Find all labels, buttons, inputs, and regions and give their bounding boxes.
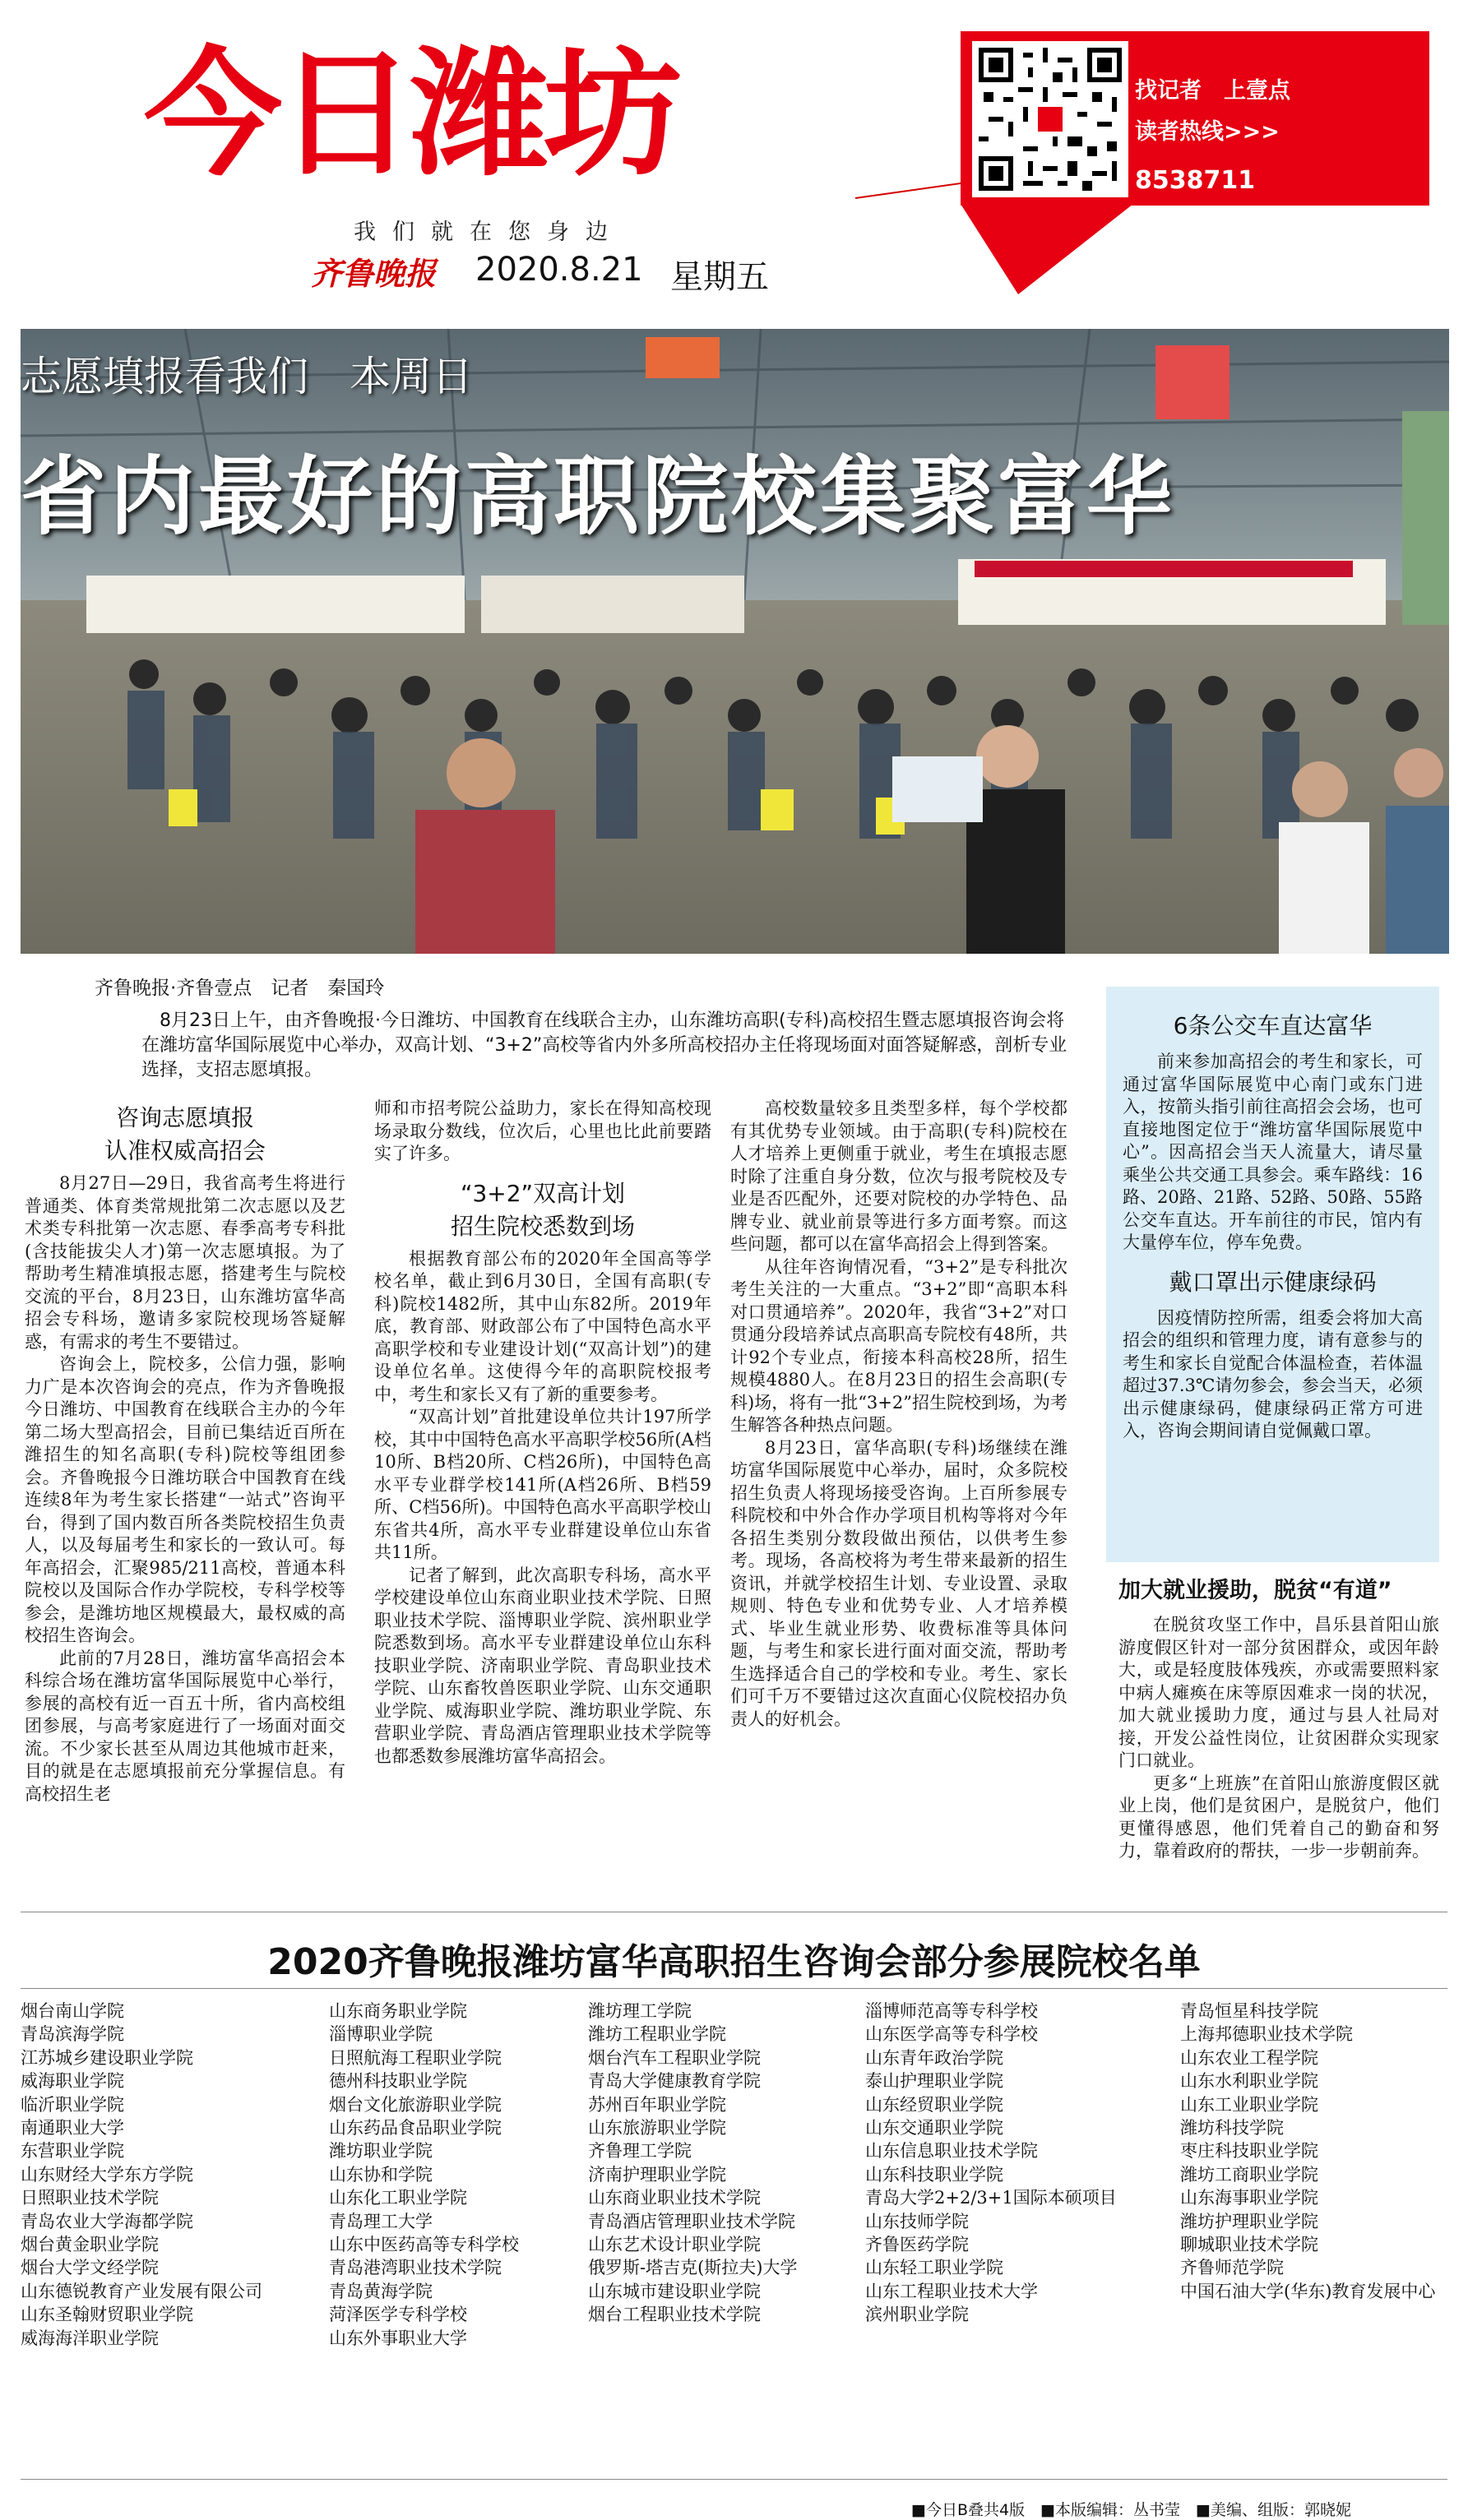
school-name: 上海邦德职业技术学院: [1180, 2024, 1353, 2045]
hotline-text-label: 读者热线>>>: [1135, 119, 1280, 145]
article-column-4: [1118, 1574, 1439, 1863]
school-name: 烟台汽车工程职业学院: [588, 2047, 761, 2068]
hotline-number[interactable]: 8538711: [1135, 166, 1256, 195]
sidebar-text: 前来参加高招会的考生和家长，可通过富华国际展览中心南门或东门进入，按箭头指引前往高招会会场，也可直接地图定位于“潍坊富华国际展览中心”。因高招会当天人流量大，请尽量乘坐公共交通工具参会。乘车路线：16路、20路、21路、52路、50路、55路公交车直达。开车前往的市民，馆内有大量停车位，停车免费。: [1123, 1052, 1423, 1252]
sidebar-text: 因疫情防控所需，组委会将加大高招会的组织和管理力度，请有意参与的考生和家长自觉配合体温检查，若体温超过37.3℃请勿参会，参会当天，必须出示健康绿码，健康绿码正常方可进入，咨询会期间请自觉佩戴口罩。: [1123, 1307, 1423, 1440]
page-footer: ■今日B叠共4版 ■本版编辑：丛书莹 ■美编、组版：郭晓妮: [911, 2501, 1351, 2519]
paragraph: 8月23日，富华高职(专科)场继续在潍坊富华国际展览中心举办，届时，众多院校招生负责人将现场接受咨询。上百所参展专科院校和中外合作办学项目机构等将对今年各招生类别分数段做出预估，以供考生参考。现场，各高校将为考生带来最新的招生资讯，并就学校招生计划、专业设置、录取规则、特色专业和优势专业、人才培养模式、毕业生就业形势、收费标准等具体问题，与考生和家长进行面对面交流，帮助考生选择适合自己的学校和专业。考生、家长们可千万不要错过这次直面心仪院校招办负责人的好机会。: [730, 1437, 1067, 1729]
school-name: 聊城职业技术学院: [1180, 2235, 1318, 2255]
school-name: 山东商业职业技术学院: [588, 2188, 761, 2208]
school-list-title: 2020齐鲁晚报潍坊富华高职招生咨询会部分参展院校名单: [267, 1941, 1201, 1983]
school-name: 俄罗斯-塔吉克(斯拉夫)大学: [588, 2258, 798, 2278]
school-name: 潍坊科技学院: [1180, 2118, 1284, 2139]
school-name: 潍坊工商职业学院: [1180, 2164, 1318, 2185]
section-heading: “3+2”双高计划: [460, 1179, 626, 1207]
paragraph: 在脱贫攻坚工作中，昌乐县首阳山旅游度假区针对一部分贫困群众，或因年龄大，或是轻度肢体残疾，亦或需要照料家中病人瘫痪在床等原因难求一岗的状况，加大就业援助力度，通过与县人社局对接，开发公益性岗位，让贫困群众实现家门口就业。: [1118, 1615, 1439, 1770]
school-name: 烟台大学文经学院: [21, 2258, 159, 2278]
school-name: 烟台文化旅游职业学院: [329, 2094, 502, 2115]
qr-code-graphic: [979, 48, 1122, 191]
school-name: 青岛酒店管理职业技术学院: [588, 2211, 795, 2231]
school-name: 山东工程职业技术大学: [865, 2281, 1038, 2301]
school-name: 山东艺术设计职业学院: [588, 2235, 761, 2255]
divider: [21, 2479, 1447, 2480]
school-name: 潍坊理工学院: [588, 2001, 692, 2021]
school-name: 山东财经大学东方学院: [21, 2164, 193, 2185]
paragraph: 师和市招考院公益助力，家长在得知高校现场录取分数线，位次后，心里也比此前要踏实了许多。: [374, 1098, 711, 1163]
school-name: 山东交通职业学院: [865, 2118, 1003, 2139]
school-name: 泰山护理职业学院: [865, 2071, 1003, 2092]
speech-bubble-tail: [961, 204, 1133, 294]
byline: 齐鲁晚报·齐鲁壹点 记者 秦国玲: [95, 978, 385, 999]
school-name: 齐鲁师范学院: [1180, 2258, 1284, 2278]
school-name: 南通职业大学: [21, 2118, 124, 2139]
school-name: 齐鲁理工学院: [588, 2141, 692, 2162]
school-name: 山东圣翰财贸职业学院: [21, 2305, 193, 2325]
section-heading: 加大就业援助，脱贫“有道”: [1118, 1578, 1392, 1603]
school-name: 山东工业职业学院: [1180, 2094, 1318, 2115]
school-list-column: [329, 2000, 519, 2350]
paragraph: 根据教育部公布的2020年全国高等学校名单，截止到6月30日，全国有高职(专科)院校1482所，其中山东82所。2019年底，教育部、财政部公布了中国特色高水平高职学校和专业建设计划(“双高计划”)的建设单位名单。这使得今年的高职院校报考中，考生和家长又有了新的重要参考。: [374, 1248, 711, 1404]
school-name: 菏泽医学专科学校: [329, 2305, 467, 2325]
school-name: 日照职业技术学院: [21, 2188, 159, 2208]
main-headline: 省内最好的高职院校集聚富华: [21, 446, 1176, 547]
paragraph: 8月27日—29日，我省高考生将进行普通类、体育类常规批第二次志愿以及艺术类专科批第一次志愿、春季高考专科批(含技能拔尖人才)第一次志愿填报。为了帮助考生精准填报志愿，搭建考生与院校交流的平台，8月23日，山东潍坊富华高招会专科场，邀请多家院校现场答疑解惑，有需求的考生不要错过。: [25, 1173, 345, 1352]
school-name: 淄博师范高等专科学校: [865, 2001, 1038, 2021]
school-name: 东营职业学院: [21, 2141, 124, 2162]
school-name: 烟台黄金职业学院: [21, 2235, 159, 2255]
newspaper-logo: 今日潍坊: [144, 34, 677, 195]
slogan: 我们就在您身边: [354, 220, 624, 245]
school-list-column: [1180, 2000, 1443, 2303]
school-name: 威海职业学院: [21, 2071, 124, 2092]
hotline-text-reporter: 找记者 上壹点: [1135, 78, 1290, 104]
paper-name: 齐鲁晚报: [311, 255, 437, 292]
paragraph: “双高计划”首批建设单位共计197所学校，其中中国特色高水平高职学校56所(A档10所、B档20所、C档26所)，中国特色高水平专业群学校141所(A档26所、B档59所、C档56所)。中国特色高水平高职学校山东省共4所，高水平专业群建设单位山东省共11所。: [374, 1407, 711, 1562]
school-list-column: [21, 2000, 262, 2350]
school-name: 淄博职业学院: [329, 2024, 433, 2045]
school-name: 山东轻工职业学院: [865, 2258, 1003, 2278]
article-column-2: [374, 1098, 711, 1768]
school-name: 山东城市建设职业学院: [588, 2281, 761, 2301]
section-heading: 咨询志愿填报: [115, 1104, 254, 1131]
school-name: 山东技师学院: [865, 2211, 969, 2231]
school-name: 青岛黄海学院: [329, 2281, 433, 2301]
school-name: 青岛滨海学院: [21, 2024, 124, 2045]
section-heading: 认准权威高招会: [104, 1137, 266, 1164]
school-name: 山东协和学院: [329, 2164, 433, 2185]
school-name: 山东水利职业学院: [1180, 2071, 1318, 2092]
school-name: 青岛农业大学海都学院: [21, 2211, 193, 2231]
paragraph: 更多“上班族”在首阳山旅游度假区就业上岗，他们是贫困户，是脱贫户，他们更懂得感恩，他们凭着自己的勤奋和努力，靠着政府的帮扶，一步一步朝前奔。: [1118, 1773, 1439, 1861]
qr-code-icon[interactable]: [972, 41, 1128, 197]
school-name: 山东旅游职业学院: [588, 2118, 726, 2139]
school-name: 山东化工职业学院: [329, 2188, 467, 2208]
school-name: 山东药品食品职业学院: [329, 2118, 502, 2139]
sidebar-heading: 6条公交车直达富华: [1173, 1012, 1373, 1039]
issue-date: 2020.8.21: [475, 251, 643, 289]
school-name: 江苏城乡建设职业学院: [21, 2047, 193, 2068]
school-name: 临沂职业学院: [21, 2094, 124, 2115]
paragraph: 咨询会上，院校多，公信力强，影响力广是本次咨询会的亮点，作为齐鲁晚报今日潍坊、中国教育在线联合主办的今年第二场大型高招会，目前已集结近百所在潍招生的知名高职(专科)院校等组团参会。齐鲁晚报今日潍坊联合中国教育在线连续8年为考生家长搭建“一站式”咨询平台，得到了国内数百所各类院校招生负责人，以及每届考生和家长的一致认可。每年高招会，汇聚985/211高校，普通本科院校以及国际合作办学院校，专科学校等参会，是潍坊地区规模最大，最权威的高校招生咨询会。: [25, 1354, 345, 1645]
school-name: 威海海洋职业学院: [21, 2328, 159, 2348]
school-name: 青岛大学2+2/3+1国际本硕项目: [865, 2188, 1117, 2208]
school-name: 济南护理职业学院: [588, 2164, 726, 2185]
school-name: 青岛恒星科技学院: [1180, 2001, 1318, 2021]
issue-weekday: 星期五: [670, 258, 769, 296]
school-name: 日照航海工程职业学院: [329, 2047, 502, 2068]
sidebar-heading: 戴口罩出示健康绿码: [1169, 1268, 1377, 1296]
school-name: 潍坊职业学院: [329, 2141, 433, 2162]
school-name: 山东中医药高等专科学校: [329, 2235, 519, 2255]
info-sidebar: [1106, 987, 1439, 1562]
school-name: 青岛港湾职业技术学院: [329, 2258, 502, 2278]
school-name: 中国石油大学(华东)教育发展中心: [1180, 2281, 1436, 2301]
school-name: 潍坊护理职业学院: [1180, 2211, 1318, 2231]
school-name: 山东德锐教育产业发展有限公司: [21, 2281, 262, 2301]
school-name: 潍坊工程职业学院: [588, 2024, 726, 2045]
photo-subheadline: 志愿填报看我们 本周日: [21, 353, 473, 400]
school-name: 山东信息职业技术学院: [865, 2141, 1038, 2162]
school-name: 山东科技职业学院: [865, 2164, 1003, 2185]
school-name: 山东商务职业学院: [329, 2001, 467, 2021]
school-name: 山东经贸职业学院: [865, 2094, 1003, 2115]
school-name: 青岛大学健康教育学院: [588, 2071, 761, 2092]
school-name: 山东医学高等专科学校: [865, 2024, 1038, 2045]
paragraph: 此前的7月28日，潍坊富华高招会本科综合场在潍坊富华国际展览中心举行，参展的高校有近一百五十所，省内高校组团参展，与高考家庭进行了一场面对面交流。不少家长甚至从周边其他城市赶来，目的就是在志愿填报前充分掌握信息。有高校招生老: [25, 1648, 345, 1804]
paragraph: 高校数量较多且类型多样，每个学校都有其优势专业领域。由于高职(专科)院校在人才培养上更侧重于就业，考生在填报志愿时除了注重自身分数，位次与报考院校及专业是否匹配外，还要对院校的办学特色、品牌专业、就业前景等进行多方面考察。而这些问题，都可以在富华高招会上得到答案。: [730, 1098, 1067, 1254]
article-column-1: [25, 1102, 345, 1806]
school-list-column: [865, 2000, 1117, 2327]
lead-paragraph: 8月23日上午，由齐鲁晚报·今日潍坊、中国教育在线联合主办，山东潍坊高职(专科)高校招生暨志愿填报咨询会将在潍坊富华国际展览中心举办，双高计划、“3+2”高校等省内外多所高校招办主任将现场面对面答疑解惑，剖析专业选择，支招志愿填报。: [141, 1010, 1067, 1080]
section-heading: 招生院校悉数到场: [450, 1212, 635, 1240]
school-name: 滨州职业学院: [865, 2305, 969, 2325]
school-name: 齐鲁医药学院: [865, 2235, 969, 2255]
school-name: 苏州百年职业学院: [588, 2094, 726, 2115]
paragraph: 记者了解到，此次高职专科场，高水平学校建设单位山东商业职业技术学院、日照职业技术学院、淄博职业学院、滨州职业学院悉数到场。高水平专业群建设单位山东科技职业学院、济南职业学院、青岛职业技术学院、山东畜牧兽医职业学院、山东交通职业学院、威海职业学院、潍坊职业学院、东营职业学院、青岛酒店管理职业技术学院等也都悉数参展潍坊富华高招会。: [374, 1565, 711, 1766]
school-name: 山东青年政治学院: [865, 2047, 1003, 2068]
school-name: 枣庄科技职业学院: [1180, 2141, 1318, 2162]
exhibition-hall-image: [21, 329, 1449, 954]
school-name: 烟台工程职业技术学院: [588, 2305, 761, 2325]
school-name: 山东外事职业大学: [329, 2328, 467, 2348]
school-name: 德州科技职业学院: [329, 2071, 467, 2092]
divider: [21, 1988, 1447, 1989]
article-column-3: [730, 1098, 1067, 1731]
school-name: 烟台南山学院: [21, 2001, 124, 2021]
school-list-column: [588, 2000, 797, 2327]
school-name: 青岛理工大学: [329, 2211, 433, 2231]
school-name: 山东农业工程学院: [1180, 2047, 1318, 2068]
paragraph: 从往年咨询情况看，“3+2”是专科批次考生关注的一大重点。“3+2”即“高职本科对口贯通培养”。2020年，我省“3+2”对口贯通分段培养试点高职高专院校有48所，共计92个专业点，衔接本科高校28所，招生规模4880人。在8月23日的招生会高职(专科)场，将有一批“3+2”招生院校到场，为考生解答各种热点问题。: [730, 1256, 1067, 1435]
school-name: 山东海事职业学院: [1180, 2188, 1318, 2208]
fair-photo: [21, 329, 1449, 954]
